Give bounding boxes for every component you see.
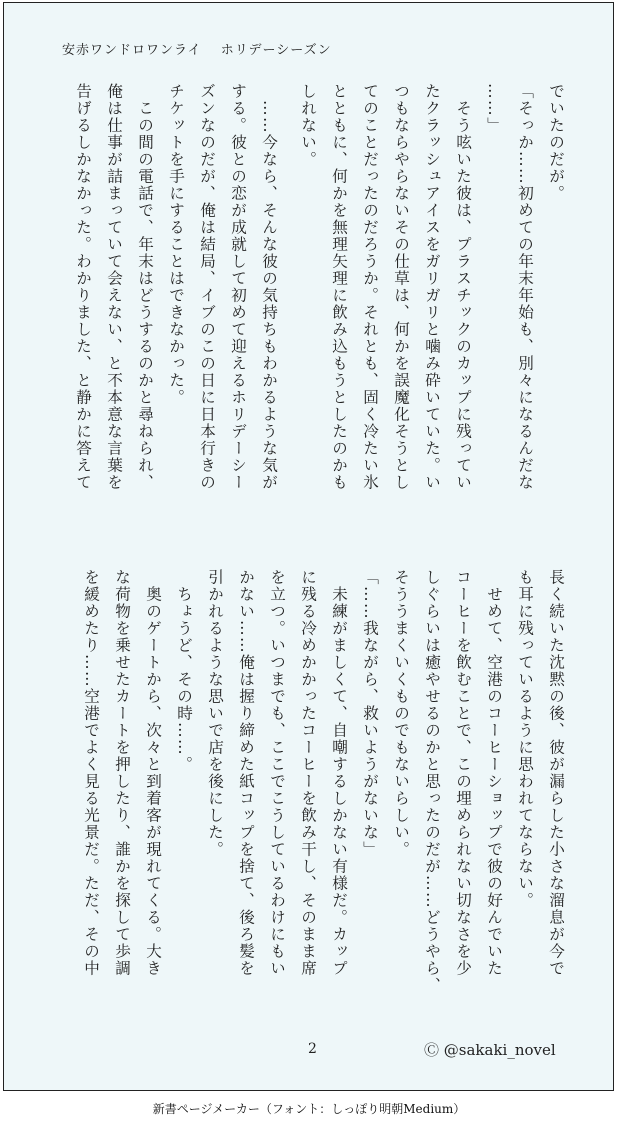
- page-number: 2: [308, 1041, 317, 1057]
- text-column: コーヒーを飲むことで、この埋められない切なさを少: [454, 569, 472, 977]
- copyright: Ⓒ @sakaki_novel: [424, 1041, 556, 1059]
- text-column: てのことだったのだろうか。それとも、固く冷たい氷: [361, 83, 379, 491]
- text-column: 長く続いた沈黙の後、彼が漏らした小さな溜息が今で: [547, 569, 565, 977]
- text-block-top: [71, 83, 567, 545]
- text-column: を緩めたり……空港でよく見る光景だ。ただ、その中: [82, 569, 100, 977]
- text-column: ちょうど、その時……。: [175, 569, 193, 773]
- text-column: 俺は仕事が詰まっていて会えない、と不本意な言葉を: [105, 83, 123, 491]
- text-column: な荷物を乗せたカートを押したり、誰かを探して歩調: [113, 569, 131, 977]
- page-header: [62, 39, 346, 58]
- text-column: この間の電話で、年末はどうするのかと尋ねられ、: [136, 83, 154, 491]
- text-column: そううまくいくものでもないらしい。: [392, 569, 410, 858]
- text-column: でいたのだが。: [547, 83, 565, 202]
- text-column: 奥のゲートから、次々と到着客が現れてくる。大き: [144, 569, 162, 977]
- text-column: 告げるしかなかった。わかりました、と静かに答えて: [74, 83, 92, 491]
- header-series: 安赤ワンドロワンライ: [62, 43, 202, 58]
- text-column: たクラッシュアイスをガリガリと噛み砕いていた。い: [423, 83, 441, 491]
- text-column: チケットを手にすることはできなかった。: [167, 83, 185, 406]
- text-column: せめて、空港のコーヒーショップで彼の好んでいた: [485, 569, 503, 977]
- footer-credit: 新書ページメーカー（フォント：しっぽり明朝Medium）: [152, 1102, 466, 1116]
- text-column: しぐらいは癒やせるのかと思ったのだが……どうやら、: [423, 569, 441, 994]
- manuscript-page: [3, 2, 614, 1091]
- text-column: つもならやらないその仕草は、何かを誤魔化そうとし: [392, 83, 410, 491]
- text-column: 「そっか……初めての年末年始も、別々になるんだな: [516, 83, 534, 491]
- text-column: も耳に残っているように思われてならない。: [516, 569, 534, 909]
- text-column: ……今なら、そんな彼の気持ちもわかるような気が: [260, 83, 278, 491]
- text-column: に残る冷めかかったコーヒーを飲み干し、そのまま席: [299, 569, 317, 977]
- text-column: ズンなのだが、俺は結局、イブのこの日に日本行きの: [198, 83, 216, 491]
- text-column: を立つ。いつまでも、ここでこうしているわけにもい: [268, 569, 286, 977]
- text-column: 引かれるような思いで店を後にした。: [206, 569, 224, 858]
- text-column: する。彼との恋が成就して初めて迎えるホリデーシー: [229, 83, 247, 491]
- text-column: ……」: [485, 83, 503, 134]
- text-block-bottom: [79, 569, 567, 1031]
- text-column: とともに、何かを無理矢理に飲み込もうとしたのかも: [330, 83, 348, 491]
- text-column: 未練がましくて、自嘲するしかない有様だ。カップ: [330, 569, 348, 977]
- text-column: 「……我ながら、救いようがないな」: [361, 569, 379, 858]
- text-column: そう呟いた彼は、プラスチックのカップに残ってい: [454, 83, 472, 491]
- text-column: しれない。: [299, 83, 317, 168]
- header-theme: ホリデーシーズン: [220, 43, 332, 58]
- text-column: かない……俺は握り締めた紙コップを捨て、後ろ髪を: [237, 569, 255, 977]
